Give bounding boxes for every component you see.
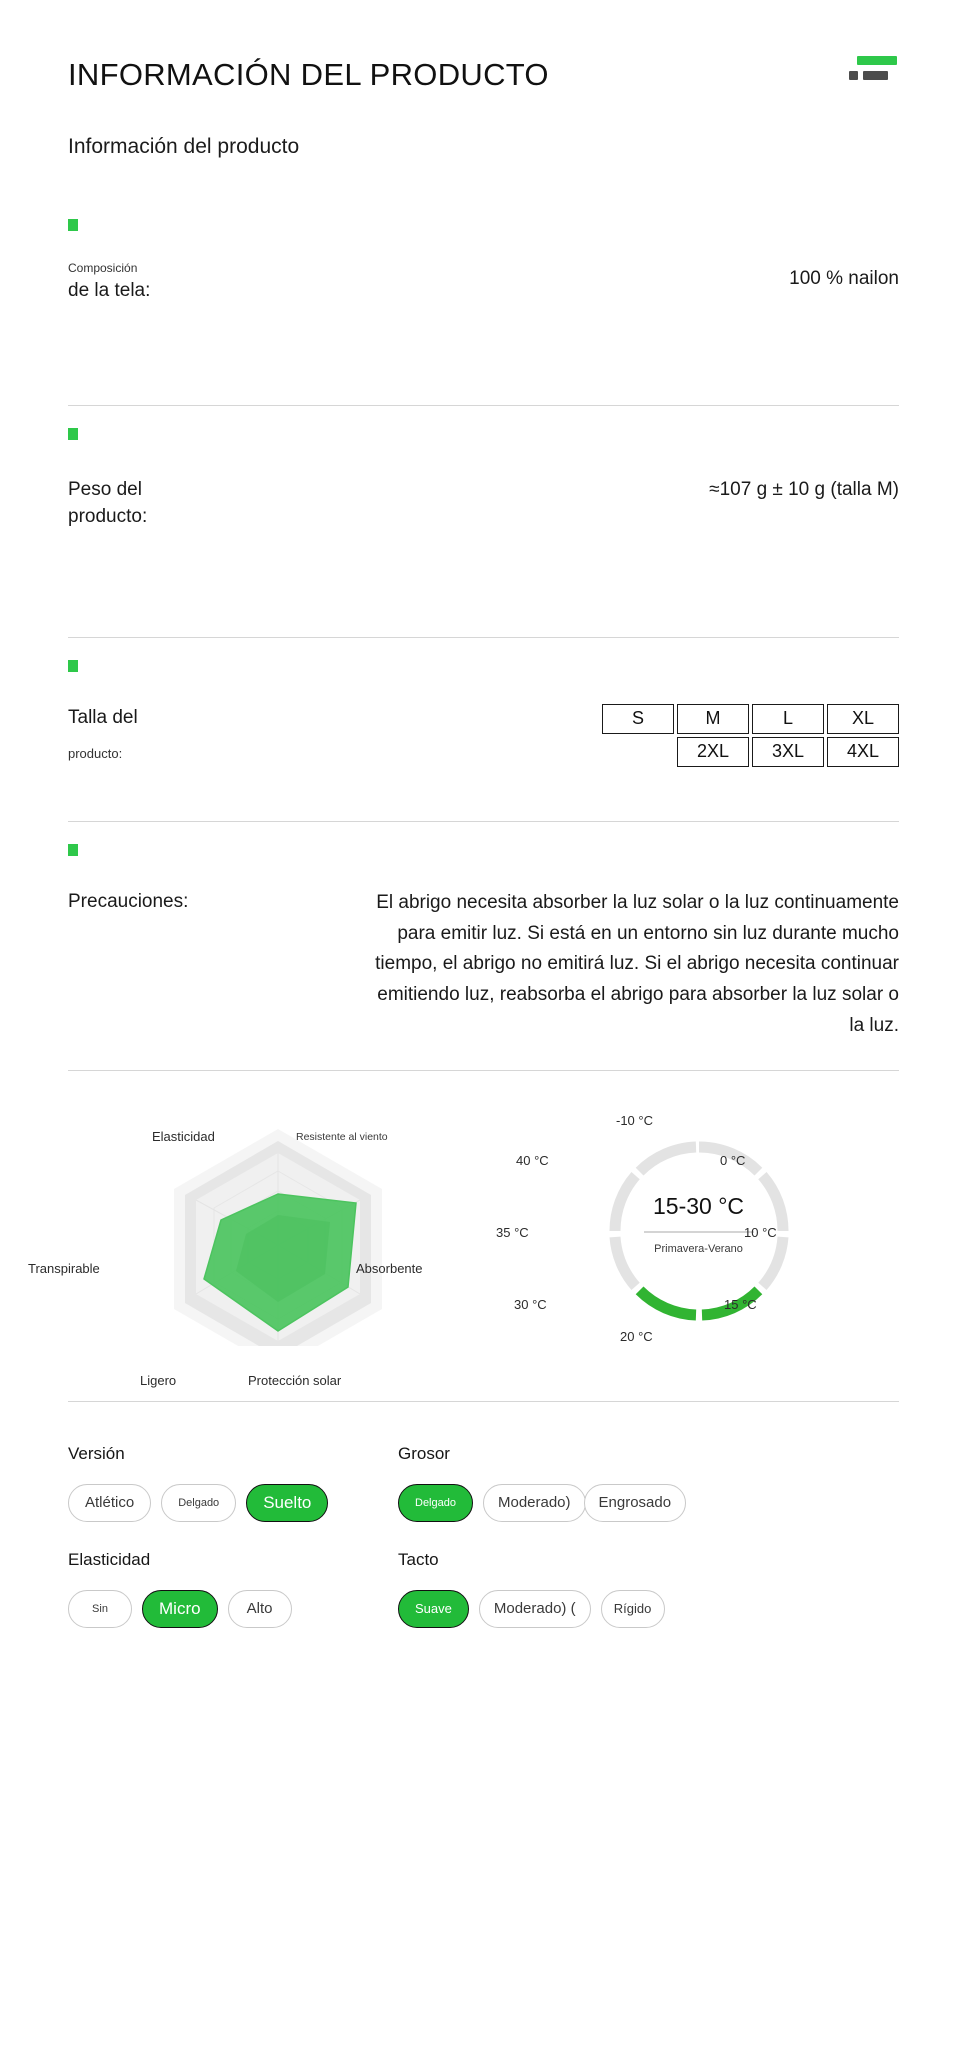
- chip-row-grosor: [398, 1484, 899, 1522]
- size-option-3xl[interactable]: 3XL: [752, 737, 824, 767]
- chip-grosor-delgado[interactable]: Delgado: [398, 1484, 473, 1522]
- option-title-elasticidad: Elasticidad: [68, 1549, 151, 1569]
- spec-label-size: [68, 704, 368, 763]
- spec-body: [68, 476, 899, 531]
- chip-elasticidad-sin[interactable]: Sin: [68, 1590, 132, 1628]
- spec-label-weight: [68, 476, 368, 531]
- spacer: [68, 767, 899, 797]
- temperature-gauge-svg: [549, 1101, 849, 1361]
- spacer: [68, 305, 899, 363]
- spec-label-fabric: [68, 259, 368, 305]
- chip-tacto-moderado[interactable]: Moderado) (: [479, 1590, 591, 1628]
- logo-bar-green: [857, 56, 897, 65]
- spec-body: [68, 259, 899, 305]
- option-group-elasticidad: [68, 1550, 398, 1628]
- gauge-center-value: 15-30 °C: [652, 1192, 745, 1219]
- page-header: [68, 0, 899, 159]
- option-title-version: Versión: [68, 1443, 125, 1463]
- radar-label-ligero: Ligero: [140, 1372, 177, 1388]
- bullet-icon: [68, 428, 78, 440]
- bullet-icon: [68, 844, 78, 856]
- chip-elasticidad-alto[interactable]: Alto: [228, 1590, 292, 1628]
- option-group-tacto: [398, 1550, 899, 1628]
- spec-body: [68, 704, 899, 767]
- logo-bar-small: [849, 71, 858, 80]
- size-row-2: [677, 737, 899, 767]
- logo-bar-row: [849, 71, 897, 80]
- spec-row-precautions: [68, 822, 899, 1071]
- spec-body: [68, 888, 899, 1042]
- gauge-center-subtitle: Primavera-Verano: [654, 1242, 743, 1255]
- size-row-1: [602, 704, 899, 734]
- spec-row-fabric: [68, 205, 899, 406]
- spec-list: [68, 205, 899, 1070]
- option-group-version: [68, 1444, 398, 1522]
- spec-row-weight: [68, 406, 899, 638]
- spec-value-precautions: El abrigo necesita absorber la luz solar o la luz continuamente para emitir luz. Si está en un entorno sin luz durante mucho tiempo, el abrigo no emitirá luz. Si el abrigo necesita continuar emitiendo luz, reabsorba el abrigo para absorber la luz solar o la luz.: [375, 891, 899, 1037]
- spec-value-fabric: 100 % nailon: [789, 268, 899, 290]
- spec-label-fabric-small: Composición: [68, 261, 138, 276]
- radar-label-resistente-al-viento: Resistente al viento: [296, 1130, 388, 1143]
- size-option-xl[interactable]: XL: [827, 704, 899, 734]
- gauge-tick-30: 30 °C: [514, 1296, 547, 1312]
- option-title-grosor: Grosor: [398, 1443, 450, 1463]
- size-option-2xl[interactable]: 2XL: [677, 737, 749, 767]
- radar-chart: [28, 1101, 498, 1388]
- size-option-4xl[interactable]: 4XL: [827, 737, 899, 767]
- chip-row-version: [68, 1484, 398, 1522]
- chip-grosor-engrosado[interactable]: Engrosado: [584, 1484, 687, 1522]
- gauge-tick-35: 35 °C: [496, 1224, 529, 1240]
- spec-label-precautions: [68, 888, 308, 916]
- chip-elasticidad-micro[interactable]: Micro: [142, 1590, 218, 1628]
- spacer: [68, 531, 899, 591]
- radar-label-absorbente: Absorbente: [356, 1260, 423, 1276]
- chip-tacto-rigido[interactable]: Rígido: [601, 1590, 665, 1628]
- size-option-s[interactable]: S: [602, 704, 674, 734]
- size-grid: [602, 704, 899, 767]
- chip-row-elasticidad: [68, 1590, 398, 1628]
- chip-version-delgado[interactable]: Delgado: [161, 1484, 236, 1522]
- gauge-tick-40: 40 °C: [516, 1152, 549, 1168]
- gauge-tick-0: 0 °C: [720, 1152, 746, 1168]
- radar-label-transpirable: Transpirable: [28, 1260, 100, 1276]
- chip-version-suelto[interactable]: Suelto: [246, 1484, 328, 1522]
- spec-value-weight: ≈107 g ± 10 g (talla M): [709, 478, 899, 500]
- spec-label-weight-line2: producto:: [68, 506, 148, 528]
- spec-label-precautions-text: Precauciones:: [68, 890, 189, 912]
- radar-chart-svg: [68, 1101, 488, 1346]
- page-title: INFORMACIÓN DEL PRODUCTO: [68, 57, 549, 92]
- gauge-tick-20: 20 °C: [620, 1328, 653, 1344]
- option-title-tacto: Tacto: [398, 1549, 439, 1569]
- spec-row-size: [68, 638, 899, 822]
- spec-label-size-small: producto:: [68, 745, 123, 761]
- bullet-icon: [68, 219, 78, 231]
- chip-row-tacto: [398, 1590, 899, 1628]
- radar-label-elasticidad: Elasticidad: [152, 1128, 215, 1144]
- chip-version-atletico[interactable]: Atlético: [68, 1484, 151, 1522]
- brand-logo-icon: [849, 56, 897, 80]
- gauge-tick-15: 15 °C: [724, 1296, 757, 1312]
- gauge-tick-minus10: -10 °C: [616, 1112, 653, 1128]
- option-group-grosor: [398, 1444, 899, 1522]
- chip-grosor-moderado[interactable]: Moderado): [483, 1484, 586, 1522]
- page-subtitle: Información del producto: [68, 135, 300, 159]
- radar-label-proteccion-solar: Protección solar: [248, 1372, 342, 1388]
- logo-bar-large: [863, 71, 888, 80]
- charts-section: [28, 1071, 899, 1402]
- options-section: [68, 1402, 899, 1628]
- spec-label-weight-line1: Peso del: [68, 478, 142, 500]
- bullet-icon: [68, 660, 78, 672]
- spec-label-size-big: Talla del: [68, 706, 138, 728]
- temperature-gauge: [498, 1101, 899, 1361]
- spec-label-fabric-big: de la tela:: [68, 280, 151, 302]
- chip-tacto-suave[interactable]: Suave: [398, 1590, 469, 1628]
- size-option-m[interactable]: M: [677, 704, 749, 734]
- gauge-tick-10: 10 °C: [744, 1224, 777, 1240]
- size-option-l[interactable]: L: [752, 704, 824, 734]
